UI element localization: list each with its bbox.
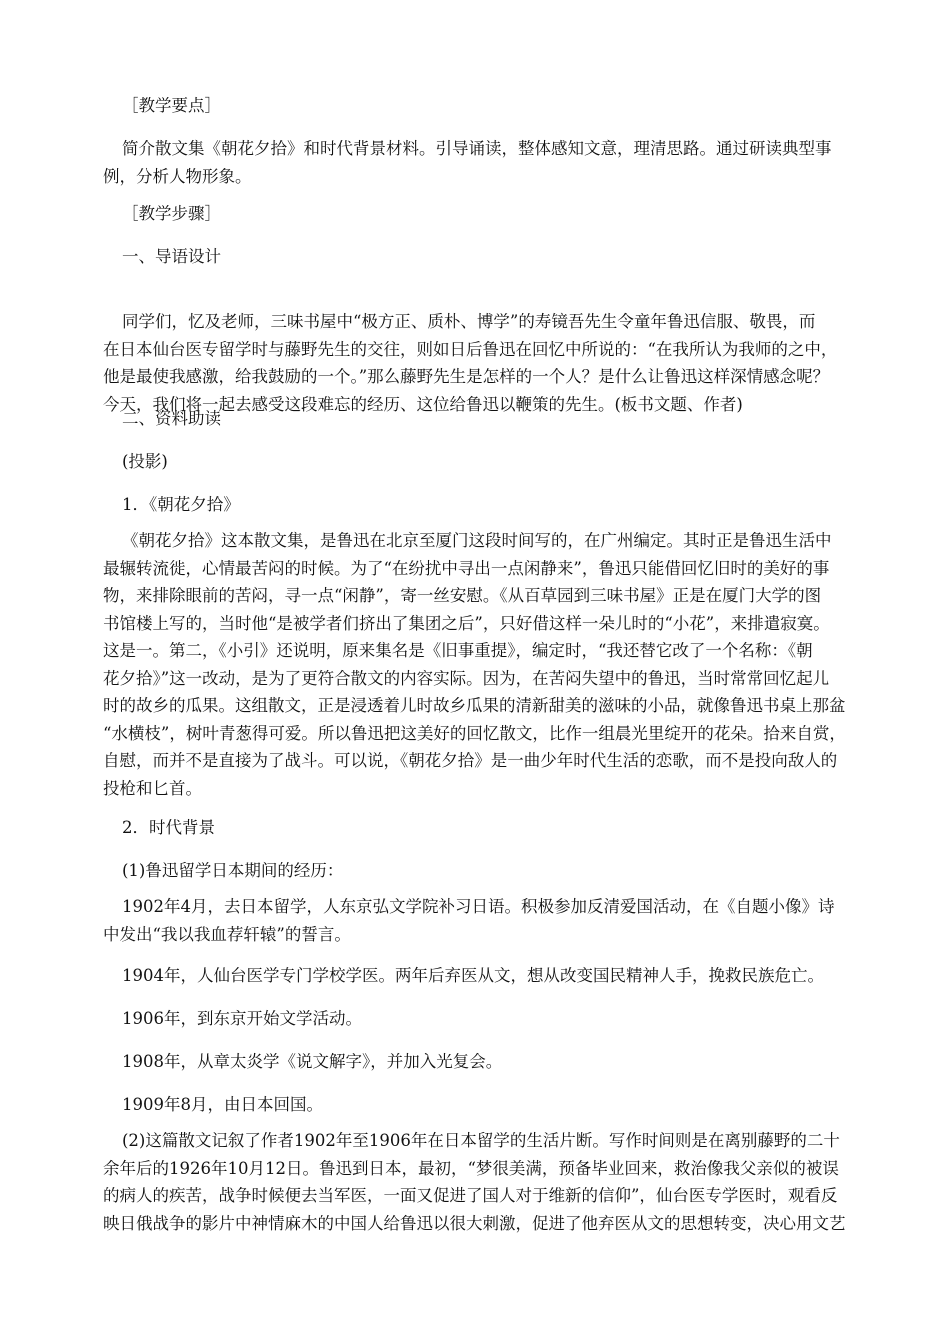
text-line: 今天，我们将一起去感受这段难忘的经历、这位给鲁迅以鞭策的先生。(板书文题、作者) xyxy=(103,394,743,414)
text-line: 余年后的1926年10月12日。鲁迅到日本，最初，“梦很美满，预备毕业回来，救治像我父亲似的被误 xyxy=(103,1158,839,1178)
text-line: 《朝花夕拾》这本散文集，是鲁迅在北京至厦门这段时间写的，在广州编定。其时正是鲁迅生活中 xyxy=(122,531,832,550)
text-line: ［教学步骤］ xyxy=(122,204,221,223)
text-line: 例，分析人物形象。 xyxy=(103,166,252,186)
text-line: 书馆楼上写的，当时他“是被学者们挤出了集团之后”，只好借这样一朵儿时的“小花”，来排遣寂寞。 xyxy=(103,613,830,633)
text-line: (2)这篇散文记叙了作者1902年至1906年在日本留学的生活片断。写作时间则是在离别藤野的二十 xyxy=(122,1131,840,1150)
text-line: 1908年，从章太炎学《说文解字》，并加入光复会。 xyxy=(122,1052,503,1071)
text-line: “水横枝”，树叶青葱得可爱。所以鲁迅把这美好的回忆散文，比作一组晨光里绽开的花朵。拾来自赏， xyxy=(103,723,846,743)
text-line: 时的故乡的瓜果。这组散文，正是浸透着儿时故乡瓜果的清新甜美的滋味的小品，就像鲁迅书桌上那盆 xyxy=(103,696,846,715)
text-line: 简介散文集《朝花夕拾》和时代背景材料。引导诵读，整体感知文意，理清思路。通过研读典型事 xyxy=(122,139,832,158)
text-line: 在日本仙台医专留学时与藤野先生的交往，则如日后鲁迅在回忆中所说的：“在我所认为我师的之中， xyxy=(103,339,838,359)
text-line: 1906年，到东京开始文学活动。 xyxy=(122,1009,362,1028)
text-line: 中发出“我以我血荐轩辕”的誓言。 xyxy=(103,924,351,944)
text-line: 的病人的疾苦，战争时候便去当军医，一面又促进了国人对于维新的信仰”，仙台医专学医时，观看反 xyxy=(103,1186,838,1205)
text-line: 映日俄战争的影片中神情麻木的中国人给鲁迅以很大刺激，促进了他弃医从文的思想转变，决心用文艺 xyxy=(103,1213,846,1233)
text-line: (1)鲁迅留学日本期间的经历： xyxy=(122,861,344,880)
text-line: 他是最使我感激，给我鼓励的一个。”那么藤野先生是怎样的一个人？是什么让鲁迅这样深情感念呢？ xyxy=(103,367,830,386)
text-line: 这是一。第二，《小引》还说明，原来集名是《旧事重提》，编定时，“我还替它改了一个名称：《朝 xyxy=(103,641,813,660)
text-line: 二、资料助读 xyxy=(122,409,221,428)
text-line: 一、导语设计 xyxy=(122,247,221,266)
text-line: 2．时代背景 xyxy=(122,818,215,837)
text-line: 1．《朝花夕拾》 xyxy=(122,495,240,514)
text-line: 自慰，而并不是直接为了战斗。可以说，《朝花夕拾》是一曲少年时代生活的恋歌，而不是投向敌人的 xyxy=(103,751,838,770)
text-line: 投枪和匕首。 xyxy=(103,778,202,798)
text-line: 同学们，忆及老师，三味书屋中“极方正、质朴、博学”的寿镜吾先生令童年鲁迅信服、敬畏，而 xyxy=(122,312,816,331)
text-line: 物，来排除眼前的苦闷，寻一点“闲静”，寄一丝安慰。《从百草园到三味书屋》正是在厦门大学的图 xyxy=(103,586,822,605)
text-line: 1909年8月，由日本回国。 xyxy=(122,1095,323,1114)
text-line: ［教学要点］ xyxy=(122,96,221,115)
text-line: 最辗转流徙，心情最苦闷的时候。为了“在纷扰中寻出一点闲静来”，鲁迅只能借回忆旧时的美好的事 xyxy=(103,558,830,578)
text-line: 1904年，人仙台医学专门学校学医。两年后弃医从文，想从改变国民精神人手，挽救民族危亡。 xyxy=(122,966,824,985)
text-line: (投影) xyxy=(122,452,168,471)
text-line: 花夕拾》”这一改动，是为了更符合散文的内容实际。因为，在苦闷失望中的鲁迅，当时常常回忆起儿 xyxy=(103,668,830,688)
text-line: 1902年4月，去日本留学，人东京弘文学院补习日语。积极参加反清爱国活动，在《自题小像》诗 xyxy=(122,897,835,916)
